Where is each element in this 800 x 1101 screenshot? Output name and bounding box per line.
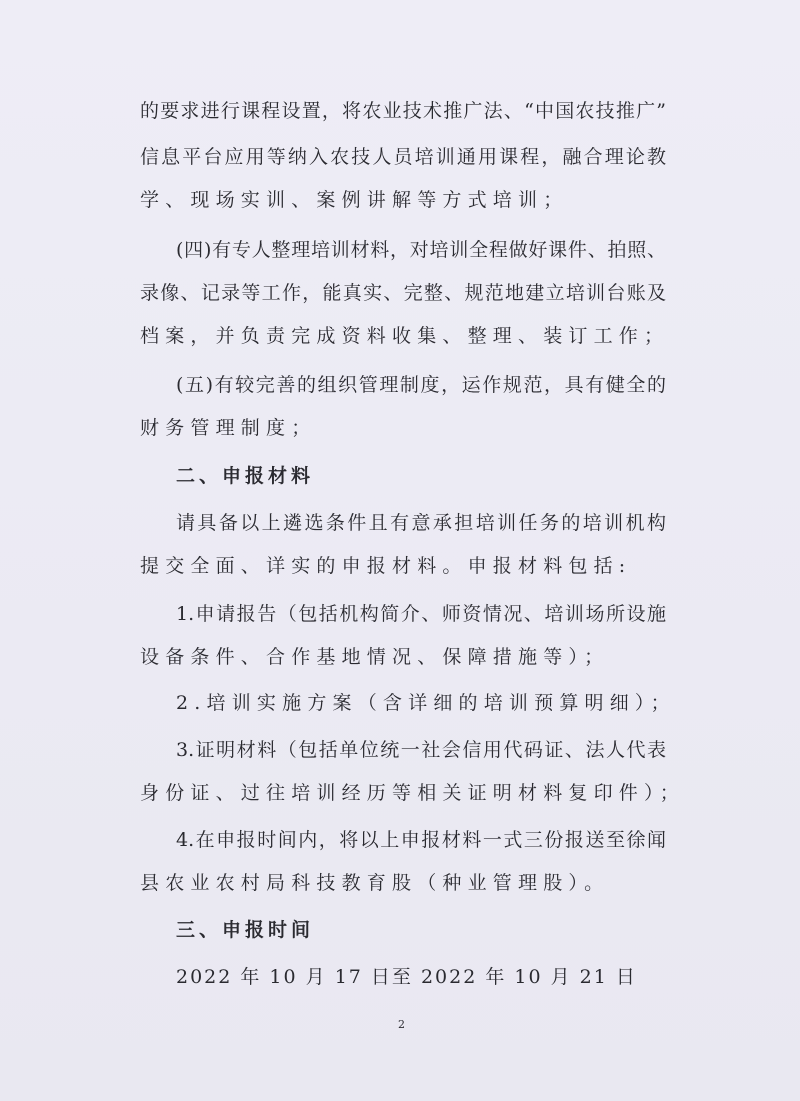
body-text-line: 财务管理制度；: [140, 417, 317, 439]
body-text-line: 信息平台应用等纳入农技人员培训通用课程，融合理论教: [140, 146, 666, 168]
list-item-line: 2.培训实施方案（含详细的培训预算明细）；: [176, 692, 676, 714]
body-text-line: 档案，并负责完成资料收集、整理、装订工作；: [140, 325, 670, 347]
list-item-line: 设备条件、合作基地情况、保障措施等）；: [140, 646, 610, 668]
section-heading: 三、申报时间: [176, 919, 315, 941]
body-text-line: (四)有专人整理培训材料，对培训全程做好课件、拍照、: [176, 239, 666, 261]
date-range: 2022 年 10 月 17 日至 2022 年 10 月 21 日: [176, 966, 637, 988]
list-item-line: 4.在申报时间内，将以上申报材料一式三份报送至徐闻: [176, 829, 666, 851]
body-text-line: 请具备以上遴选条件且有意承担培训任务的培训机构: [176, 512, 666, 534]
body-text-line: (五)有较完善的组织管理制度，运作规范，具有健全的: [176, 374, 666, 396]
section-heading: 二、申报材料: [176, 465, 315, 487]
page-number: 2: [398, 1018, 405, 1031]
list-item-line: 身份证、过往培训经历等相关证明材料复印件）；: [140, 782, 685, 804]
body-text-line: 的要求进行课程设置，将农业技术推广法、“中国农技推广”: [140, 100, 666, 122]
body-text-line: 学、现场实训、案例讲解等方式培训；: [140, 189, 569, 211]
list-item-line: 3.证明材料（包括单位统一社会信用代码证、法人代表: [176, 739, 666, 761]
list-item-line: 1.申请报告（包括机构简介、师资情况、培训场所设施: [176, 603, 666, 625]
body-text-line: 录像、记录等工作，能真实、完整、规范地建立培训台账及: [140, 282, 666, 304]
list-item-line: 县农业农村局科技教育股（种业管理股）。: [140, 872, 610, 894]
body-text-line: 提交全面、详实的申报材料。申报材料包括:: [140, 555, 632, 577]
